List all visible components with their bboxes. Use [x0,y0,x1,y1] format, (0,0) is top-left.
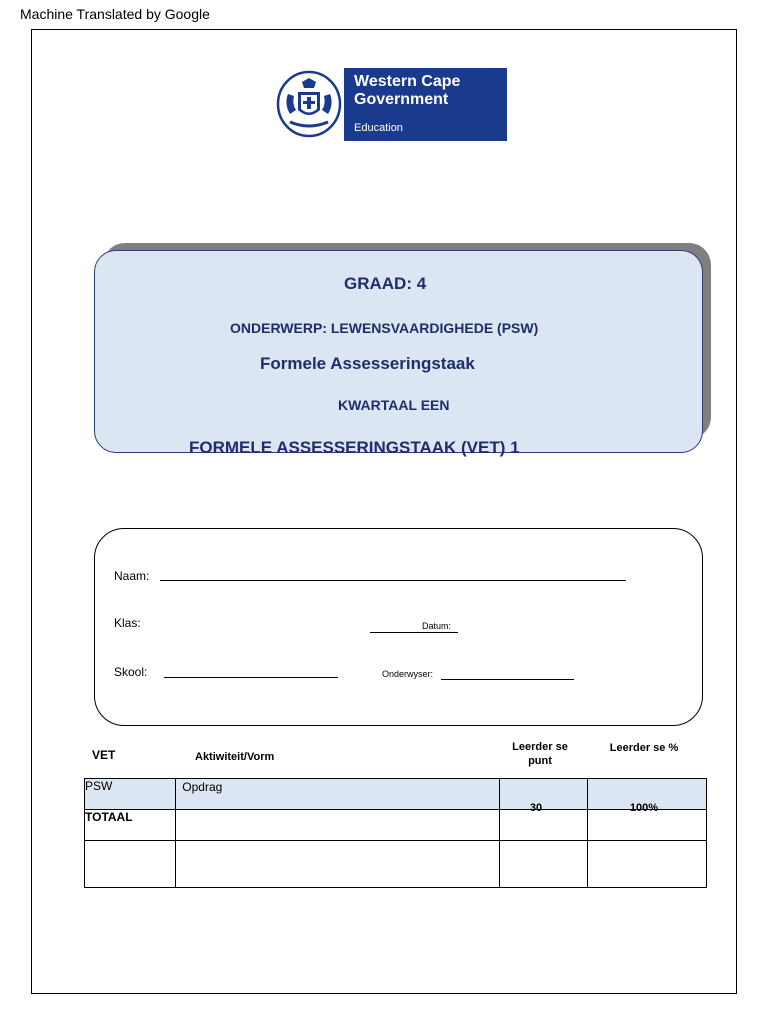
learner-info-box [94,528,703,726]
table-cell-empty [587,841,706,888]
header-leerder-punt: Leerder se punt [512,741,568,767]
naam-field[interactable] [160,580,626,581]
table-cell-psw [85,779,176,810]
header-vet: VET [92,748,116,762]
logo-subtext: Education [354,122,403,134]
assessment-heading: FORMELE ASSESSERINGSTAAK (VET) 1 [189,438,520,457]
psw-label: PSW [85,779,113,793]
skool-label: Skool: [114,665,148,679]
logo-text: Western Cape Government [354,73,461,108]
table-cell-empty [176,810,500,841]
coat-of-arms-icon [274,68,344,141]
header-aktiwiteit: Aktiwiteit/Vorm [195,751,275,763]
onderwyser-label: Onderwyser: [382,669,434,679]
table-cell-opdrag [176,779,500,810]
datum-field[interactable] [370,632,458,633]
pct-value: 100% [629,802,659,814]
opdrag-label: Opdrag [182,780,223,794]
klas-label: Klas: [114,616,141,630]
marks-table [84,778,707,888]
table-cell-empty [85,841,176,888]
subject-heading: ONDERWERP: LEWENSVAARDIGHEDE (PSW) [230,320,539,336]
table-cell-empty [176,841,500,888]
punt-value: 30 [529,802,543,814]
table-cell-punt-bottom [500,810,587,841]
wcg-logo [274,68,507,141]
header-leerder-pct: Leerder se % [609,742,679,754]
skool-field[interactable] [164,677,338,678]
term-heading: KWARTAAL EEN [338,397,450,413]
table-cell-totaal [85,810,176,841]
table-cell-pct-bottom [587,810,706,841]
grade-heading: GRAAD: 4 [344,274,427,293]
task-heading: Formele Assesseringstaak [260,354,475,373]
totaal-label: TOTAAL [85,810,133,824]
datum-label: Datum: [422,621,452,631]
table-cell-empty [500,841,587,888]
onderwyser-field[interactable] [441,679,574,680]
naam-label: Naam: [114,569,150,583]
machine-translated-banner: Machine Translated by Google [20,6,210,22]
